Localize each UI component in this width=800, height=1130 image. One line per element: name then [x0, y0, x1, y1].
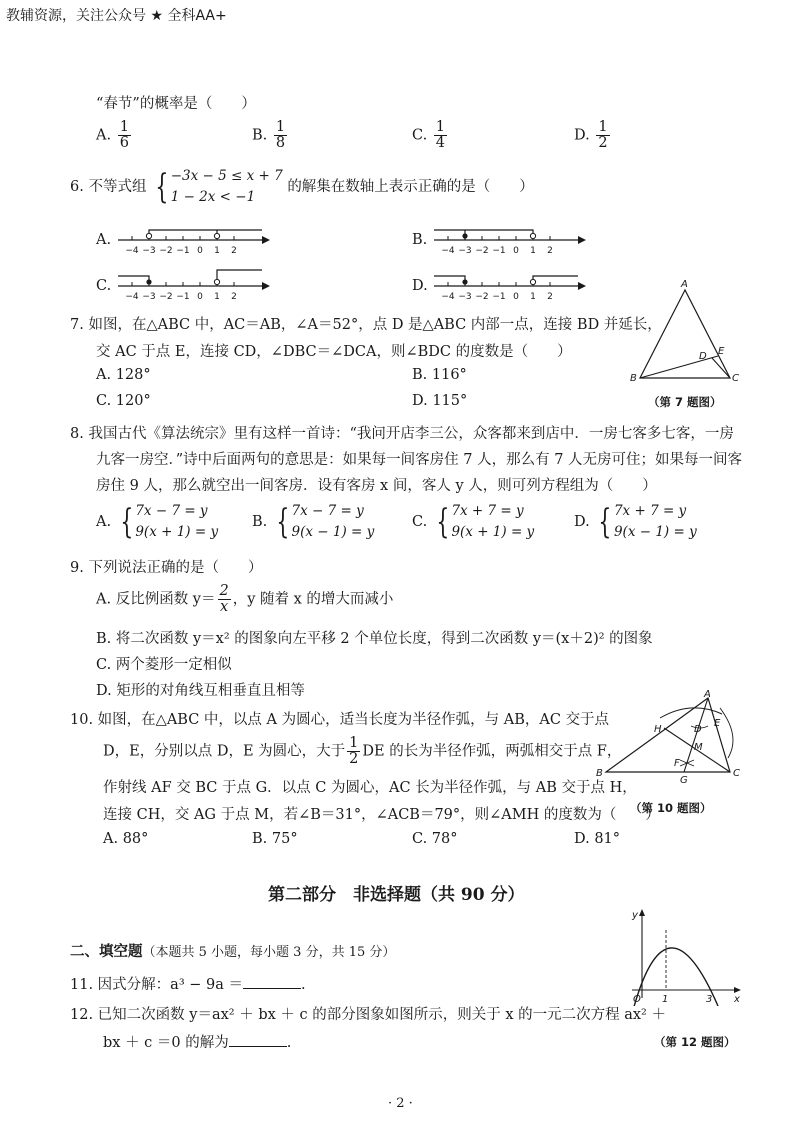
svg-text:3: 3	[706, 994, 713, 1005]
q8-option-d: D. { 7x + 7 = y 9(x − 1) = y	[574, 501, 697, 542]
svg-text:−1: −1	[492, 246, 506, 256]
svg-text:E: E	[718, 346, 725, 357]
svg-text:M: M	[694, 742, 703, 753]
q5-stem: “春节”的概率是（ ）	[96, 96, 256, 112]
q12-answer-blank[interactable]	[229, 1034, 287, 1047]
q9-option-c: C. 两个菱形一定相似	[96, 657, 232, 673]
q10-option-a: A. 88°	[103, 831, 149, 847]
q8-line-1: 8. 我国古代《算法统宗》里有这样一首诗：“我问开店李三公，众客都来到店中．一房七客多七客，一房	[70, 426, 734, 442]
q10-figure	[596, 688, 746, 788]
svg-text:−2: −2	[159, 292, 173, 302]
q7-line-1: 7. 如图，在△ABC 中，AC＝AB，∠A＝52°，点 D 是△ABC 内部一点，连接 BD 并延长，	[70, 317, 662, 333]
svg-text:F: F	[674, 758, 680, 769]
svg-text:−4: −4	[441, 292, 455, 302]
q6-number-line-c	[112, 266, 272, 302]
q7-option-a: A. 128°	[96, 367, 151, 383]
svg-text:0: 0	[513, 292, 519, 302]
q6-number-line-d	[428, 266, 588, 302]
q5-option-c: C. $\frac{1}{4}$	[412, 119, 446, 152]
q10-line-2: D，E，分别以点 D，E 为圆心，大于 $\frac{1}{2}$ DE 的长为半径作弧，两弧相交于点 F，	[103, 735, 622, 768]
q7-option-d: D. 115°	[412, 393, 468, 409]
svg-text:−2: −2	[159, 246, 173, 256]
q6-stem: 6. 不等式组 { −3x − 5 ≤ x + 7 1 − 2x < −1 的解集在数轴上表示正确的是（ ）	[70, 166, 534, 207]
q8-line-3: 房住 9 人，那么就空出一间客房．设有客房 x 间，客人 y 人，则可列方程组为（ ）	[96, 478, 657, 494]
svg-text:C: C	[733, 768, 740, 779]
svg-text:−1: −1	[492, 292, 506, 302]
q11: 11. 因式分解：a³ − 9a ＝ .	[70, 977, 306, 993]
q11-answer-blank[interactable]	[243, 976, 301, 989]
svg-text:E: E	[714, 718, 721, 729]
svg-text:−2: −2	[475, 292, 489, 302]
q10-line-1: 10. 如图，在△ABC 中，以点 A 为圆心，适当长度为半径作弧，与 AB，AC 交于点	[70, 712, 610, 728]
q7-line-2: 交 AC 于点 E，连接 CD，∠DBC＝∠DCA，则∠BDC 的度数是（ ）	[96, 344, 572, 360]
q6-option-a-label: A.	[96, 232, 112, 248]
svg-text:1: 1	[214, 246, 220, 256]
svg-text:B: B	[630, 373, 637, 382]
q6-number-line-a	[112, 222, 272, 258]
svg-text:2: 2	[231, 292, 237, 302]
q9-stem: 9. 下列说法正确的是（ ）	[70, 560, 263, 576]
q10-caption: （第 10 题图）	[630, 801, 712, 815]
q9-option-d: D. 矩形的对角线互相垂直且相等	[96, 683, 305, 699]
q5-option-d: D. $\frac{1}{2}$	[574, 119, 608, 152]
svg-text:−4: −4	[441, 246, 455, 256]
q8-option-c: C. { 7x + 7 = y 9(x + 1) = y	[412, 501, 535, 542]
q12-figure	[626, 906, 744, 1006]
page-number: · 2 ·	[388, 1096, 413, 1111]
q12-line-1: 12. 已知二次函数 y＝ax² ＋ bx ＋ c 的部分图象如图所示，则关于 x 的一元二次方程 ax² ＋	[70, 1007, 666, 1023]
q12-line-2: bx ＋ c ＝0 的解为 .	[103, 1035, 292, 1051]
q6-system: { −3x − 5 ≤ x + 7 1 − 2x < −1	[155, 166, 283, 207]
svg-text:−3: −3	[458, 246, 472, 256]
svg-text:−3: −3	[142, 292, 156, 302]
part2-title: 第二部分 非选择题（共 90 分）	[268, 885, 525, 905]
q7-option-c: C. 120°	[96, 393, 151, 409]
q12-caption: （第 12 题图）	[654, 1035, 736, 1049]
q9-option-a: A. 反比例函数 y＝ $\frac{2}{x}$ ，y 随着 x 的增大而减小	[96, 583, 394, 616]
svg-text:y: y	[632, 910, 638, 921]
q8-line-2: 九客一房空．”诗中后面两句的意思是：如果每一间客房住 7 人，那么有 7 人无房可住；如果每一间客	[96, 452, 743, 468]
svg-text:A: A	[704, 689, 711, 700]
q10-option-c: C. 78°	[412, 831, 458, 847]
page-header: 教辅资源，关注公众号 ★ 全科AA+	[6, 8, 227, 24]
q7-caption: （第 7 题图）	[648, 395, 722, 409]
q8-option-b: B. { 7x − 7 = y 9(x − 1) = y	[252, 501, 375, 542]
svg-text:−3: −3	[458, 292, 472, 302]
svg-text:−1: −1	[176, 246, 190, 256]
q5-option-b: B. $\frac{1}{8}$	[252, 119, 286, 152]
svg-text:−4: −4	[125, 292, 139, 302]
svg-text:2: 2	[547, 246, 553, 256]
svg-text:G: G	[680, 775, 688, 786]
q9-option-b: B. 将二次函数 y＝x² 的图象向左平移 2 个单位长度，得到二次函数 y＝(x＋2)² 的图象	[96, 631, 653, 647]
svg-text:D: D	[694, 724, 702, 735]
q10-line-3: 作射线 AF 交 BC 于点 G．以点 C 为圆心，AC 长为半径作弧，与 AB 交于点 H，	[103, 780, 637, 796]
q10-line-4: 连接 CH，交 AG 于点 M，若∠B＝31°，∠ACB＝79°，则∠AMH 的度数为（ ）	[103, 807, 660, 823]
q8-option-a: A. { 7x − 7 = y 9(x + 1) = y	[96, 501, 219, 542]
svg-text:x: x	[734, 994, 740, 1005]
svg-text:1: 1	[530, 292, 536, 302]
q7-option-b: B. 116°	[412, 367, 467, 383]
svg-text:0: 0	[197, 292, 203, 302]
q6-option-b-label: B.	[412, 232, 428, 248]
svg-text:0: 0	[197, 246, 203, 256]
svg-text:−2: −2	[475, 246, 489, 256]
svg-text:2: 2	[547, 292, 553, 302]
q10-option-b: B. 75°	[252, 831, 298, 847]
svg-text:0: 0	[513, 246, 519, 256]
svg-text:2: 2	[231, 246, 237, 256]
svg-text:1: 1	[662, 994, 669, 1005]
svg-text:1: 1	[214, 292, 220, 302]
q6-option-d-label: D.	[412, 278, 428, 294]
section2-heading: 二、填空题（本题共 5 小题，每小题 3 分，共 15 分）	[70, 944, 396, 960]
q7-figure	[626, 278, 746, 382]
svg-text:D: D	[699, 351, 707, 362]
svg-text:B: B	[596, 768, 603, 779]
svg-text:C: C	[732, 373, 739, 382]
q6-option-c-label: C.	[96, 278, 112, 294]
svg-text:−1: −1	[176, 292, 190, 302]
svg-text:O: O	[633, 994, 641, 1005]
q5-option-a: A. $\frac{1}{6}$	[96, 119, 129, 152]
q6-number-line-b	[428, 222, 588, 258]
svg-text:H: H	[654, 724, 662, 735]
svg-text:−3: −3	[142, 246, 156, 256]
tick-label: −4	[125, 246, 139, 256]
svg-text:1: 1	[530, 246, 536, 256]
q10-option-d: D. 81°	[574, 831, 621, 847]
svg-text:A: A	[681, 279, 688, 290]
